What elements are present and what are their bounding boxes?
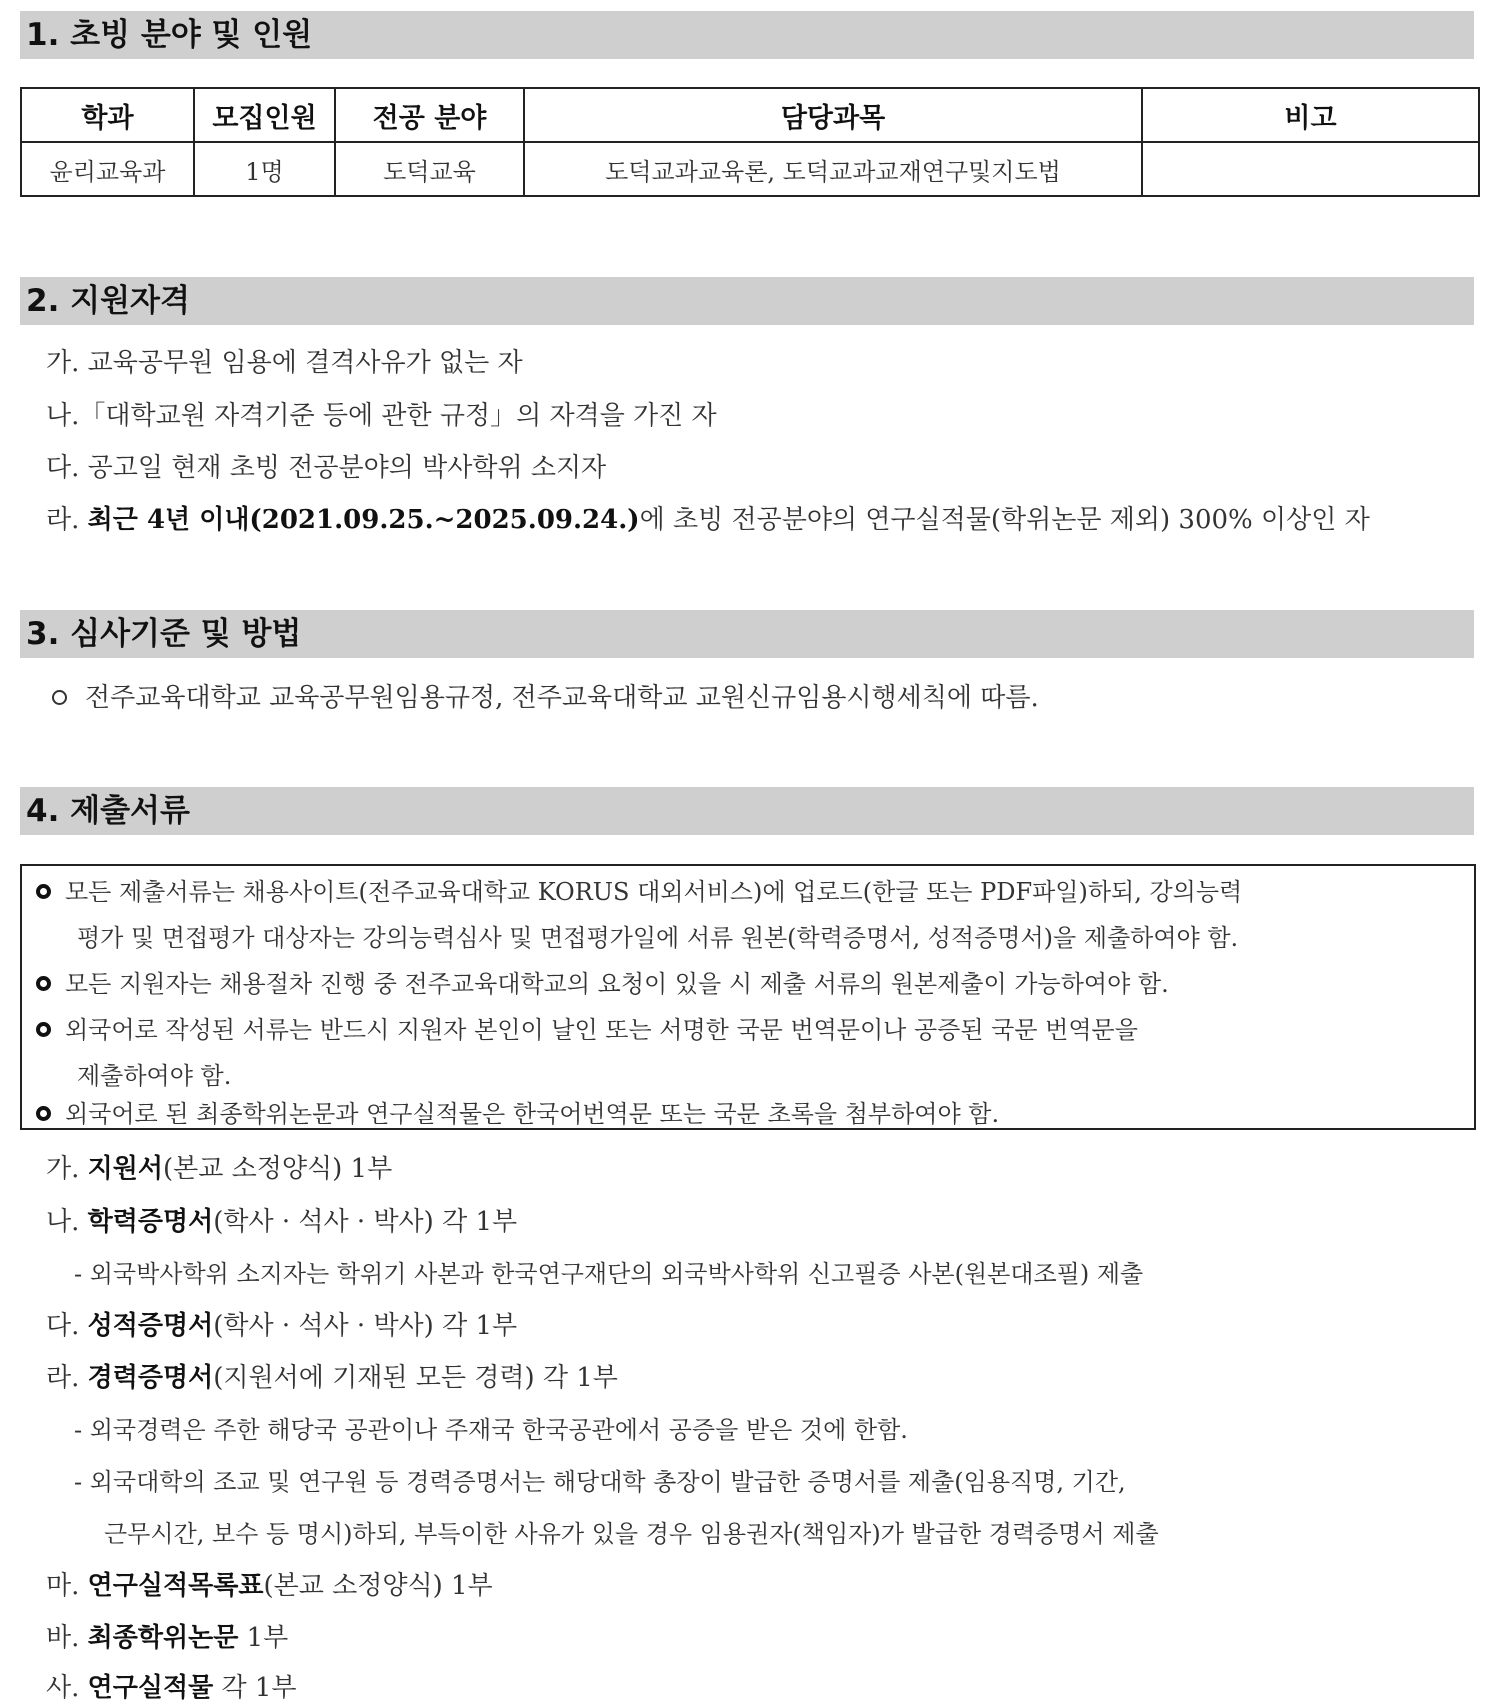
item-rest: 1부 [238, 1623, 289, 1653]
item-prefix: 라. [46, 505, 88, 535]
notice-text: 모든 제출서류는 채용사이트(전주교육대학교 KORUS 대외서비스)에 업로드(한글 또는 PDF파일)하되, 강의능력 [65, 878, 1243, 906]
item-rest: 각 1부 [213, 1673, 297, 1703]
section-4-header: 4. 제출서류 [20, 787, 1474, 835]
section-1-header: 1. 초빙 분야 및 인원 [20, 11, 1474, 59]
cell-department: 윤리교육과 [21, 142, 194, 196]
notice-box [20, 864, 1476, 1130]
item-prefix: 가. [46, 1154, 88, 1184]
document-item-g [46, 1671, 297, 1705]
document-item-e [46, 1569, 493, 1603]
item-bold: 최종학위논문 [87, 1623, 239, 1653]
header-remarks: 비고 [1142, 88, 1479, 142]
item-bold: 경력증명서 [87, 1363, 214, 1393]
notice-text: 외국어로 작성된 서류는 반드시 지원자 본인이 날인 또는 서명한 국문 번역문이나 공증된 국문 번역문을 [65, 1016, 1138, 1044]
notice-text: 모든 지원자는 채용절차 진행 중 전주교육대학교의 요청이 있을 시 제출 서류의 원본제출이 가능하여야 함. [65, 970, 1169, 998]
header-department: 학과 [21, 88, 194, 142]
document-item-c [46, 1309, 517, 1343]
item-prefix: 사. [46, 1673, 88, 1703]
qualification-item-3: 다. 공고일 현재 초빙 전공분야의 박사학위 소지자 [46, 453, 607, 483]
document-item-d-note-2: - 외국대학의 조교 및 연구원 등 경력증명서는 해당대학 총장이 발급한 증명서를 제출(임용직명, 기간, [74, 1468, 1126, 1496]
notice-line-4 [36, 1014, 1138, 1046]
notice-line-3 [36, 968, 1169, 1000]
item-prefix: 바. [46, 1623, 88, 1653]
cell-remarks [1142, 142, 1479, 196]
document-item-d [46, 1361, 618, 1395]
item-rest: (학사 · 석사 · 박사) 각 1부 [213, 1311, 518, 1341]
item-bold: 연구실적목록표 [87, 1571, 264, 1601]
recruitment-table [20, 87, 1480, 197]
hollow-circle-icon [52, 690, 67, 705]
bullet-icon [36, 976, 51, 991]
cell-positions: 1명 [194, 142, 335, 196]
notice-line-6 [36, 1100, 1000, 1128]
document-item-b-note: - 외국박사학위 소지자는 학위기 사본과 한국연구재단의 외국박사학위 신고필증 사본(원본대조필) 제출 [74, 1260, 1144, 1288]
cell-courses: 도덕교과교육론, 도덕교과교재연구및지도법 [524, 142, 1142, 196]
qualification-item-4 [46, 503, 1370, 537]
notice-line-2: 평가 및 면접평가 대상자는 강의능력심사 및 면접평가일에 서류 원본(학력증명서, 성적증명서)을 제출하여야 함. [77, 924, 1239, 952]
document-item-d-note-1: - 외국경력은 주한 해당국 공관이나 주재국 한국공관에서 공증을 받은 것에 한함. [74, 1416, 908, 1444]
document-item-a [46, 1152, 392, 1186]
table-header-row [21, 88, 1479, 142]
bullet-icon [36, 1022, 51, 1037]
item-rest: (학사 · 석사 · 박사) 각 1부 [213, 1207, 518, 1237]
header-major: 전공 분야 [335, 88, 524, 142]
item-bold: 성적증명서 [87, 1311, 214, 1341]
criteria-label: 전주교육대학교 교육공무원임용규정, 전주교육대학교 교원신규임용시행세칙에 따름. [85, 683, 1039, 713]
item-rest: (본교 소정양식) 1부 [263, 1571, 493, 1601]
section-2-header: 2. 지원자격 [20, 277, 1474, 325]
header-courses: 담당과목 [524, 88, 1142, 142]
notice-line-5: 제출하여야 함. [77, 1062, 232, 1090]
cell-major: 도덕교육 [335, 142, 524, 196]
notice-line-1 [36, 876, 1242, 908]
item-rest: (본교 소정양식) 1부 [163, 1154, 393, 1184]
item-prefix: 다. [46, 1311, 88, 1341]
document-item-d-note-2-cont: 근무시간, 보수 등 명시)하되, 부득이한 사유가 있을 경우 임용권자(책임자)가 발급한 경력증명서 제출 [104, 1520, 1159, 1548]
qualification-item-2: 나.「대학교원 자격기준 등에 관한 규정」의 자격을 가진 자 [46, 401, 717, 431]
item-bold: 최근 4년 이내(2021.09.25.~2025.09.24.) [87, 505, 640, 535]
item-bold: 지원서 [87, 1154, 164, 1184]
criteria-text [52, 681, 1039, 715]
table-row [21, 142, 1479, 196]
bullet-icon [36, 1106, 51, 1121]
header-positions: 모집인원 [194, 88, 335, 142]
bullet-icon [36, 884, 51, 899]
item-prefix: 마. [46, 1571, 88, 1601]
item-prefix: 라. [46, 1363, 88, 1393]
item-prefix: 나. [46, 1207, 88, 1237]
notice-text: 외국어로 된 최종학위논문과 연구실적물은 한국어번역문 또는 국문 초록을 첨부하여야 함. [65, 1100, 1000, 1128]
item-bold: 학력증명서 [87, 1207, 214, 1237]
section-3-header: 3. 심사기준 및 방법 [20, 610, 1474, 658]
item-bold: 연구실적물 [87, 1673, 214, 1703]
document-item-f [46, 1621, 288, 1655]
qualification-item-1: 가. 교육공무원 임용에 결격사유가 없는 자 [46, 348, 523, 378]
item-rest: 에 초빙 전공분야의 연구실적물(학위논문 제외) 300% 이상인 자 [639, 505, 1370, 535]
document-item-b [46, 1205, 517, 1239]
item-rest: (지원서에 기재된 모든 경력) 각 1부 [213, 1363, 618, 1393]
